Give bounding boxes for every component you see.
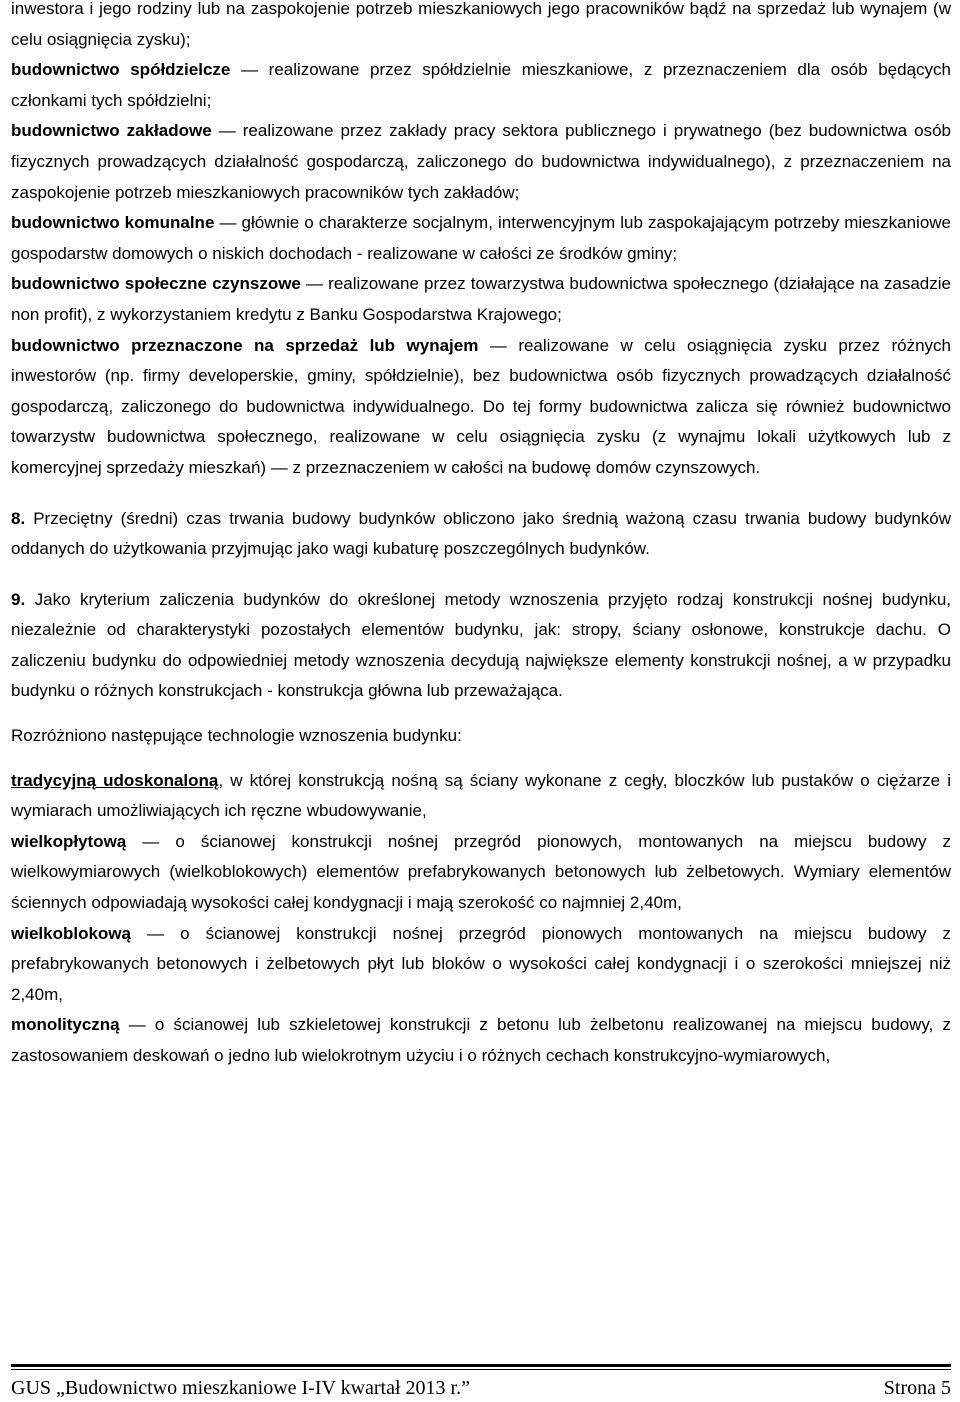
page-footer — [11, 1364, 951, 1402]
definition-for-sale — [11, 331, 951, 484]
document-body — [11, 0, 951, 1072]
term-traditional: tradycyjną udoskonaloną — [11, 770, 219, 790]
term-cooperative: budownictwo spółdzielcze — [11, 60, 231, 80]
definition-text: — realizowane przez spółdzielnie mieszkaniowe, z przeznaczeniem dla osób będących członkami tych spółdzielni; — [11, 60, 951, 110]
paragraph-continuation — [11, 0, 951, 55]
footer-row — [11, 1370, 951, 1402]
technology-large-panel — [11, 827, 951, 919]
definition-text: — realizowane w celu osiągnięcia zysku przez różnych inwestorów (np. firmy developerskie, gminy, spółdzielnie), bez budownictwa osób fizycznych prowadzących działalność gospodarczą, zaliczonego do budownictwa indywidualnego. Do tej formy budownictwa zalicza się również budownictwo towarzystw budownictwa społecznego, realizowane w celu osiągnięcia zysku (z wynajmu lokali użytkowych lub z komercyjnej sprzedaży mieszkań) — z przeznaczeniem w całości na budowę domów czynszowych. — [11, 335, 951, 477]
note-text: Jako kryterium zaliczenia budynków do określonej metody wznoszenia przyjęto rodzaj konstrukcji nośnej budynku, niezależnie od charakterystyki pozostałych elementów budynku, jak: stropy, ściany osłonowe, konstrukcje dachu. O zaliczeniu budynku do odpowiedniej metody wznoszenia decydują największe elementy konstrukcji nośnej, a w przypadku budynku o różnych konstrukcjach - konstrukcja główna lub przeważająca. — [11, 589, 951, 701]
technology-monolithic — [11, 1010, 951, 1071]
note-8 — [11, 504, 951, 565]
term-company: budownictwo zakładowe — [11, 121, 212, 141]
note-number: 9. — [11, 589, 26, 609]
definition-social-rental — [11, 269, 951, 330]
definition-text: — realizowane przez zakłady pracy sektora publicznego i prywatnego (bez budownictwa osób fizycznych prowadzących działalność gospodarczą, zaliczonego do budownictwa indywidualnego), z przeznaczeniem na zaspokojenie potrzeb mieszkaniowych pracowników tych zakładów; — [11, 121, 951, 202]
term-municipal: budownictwo komunalne — [11, 213, 215, 233]
technology-large-block — [11, 919, 951, 1011]
technologies-intro — [11, 721, 951, 752]
technology-traditional — [11, 766, 951, 827]
footer-publication-title: GUS „Budownictwo mieszkaniowe I-IV kwartał 2013 r.” — [11, 1377, 470, 1399]
definition-company — [11, 116, 951, 208]
note-9 — [11, 585, 951, 707]
term-large-panel: wielkopłytową — [11, 831, 127, 851]
term-large-block: wielkoblokową — [11, 923, 131, 943]
footer-page-number: Strona 5 — [883, 1377, 951, 1399]
definition-cooperative — [11, 55, 951, 116]
definition-municipal — [11, 208, 951, 269]
technology-text: , w której konstrukcją nośną są ściany wykonane z cegły, bloczków lub pustaków o ciężarze i wymiarach umożliwiających ich ręczne wbudowywanie, — [11, 770, 951, 821]
term-social-rental: budownictwo społeczne czynszowe — [11, 274, 301, 294]
technology-text: — o ścianowej konstrukcji nośnej przegród pionowych, montowanych na miejscu budowy z wielkowymiarowych (wielkoblokowych) elementów prefabrykowanych betonowych lub żelbetowych. Wymiary elementów ściennych odpowiadają wysokości całej kondygnacji i mają szerokość co najmniej 2,40m, — [11, 831, 951, 913]
technology-text: — o ścianowej konstrukcji nośnej przegród pionowych montowanych na miejscu budowy z prefabrykowanych betonowych i żelbetowych płyt lub bloków o wysokości całej kondygnacji i o szerokości mniejszej niż 2,40m, — [11, 923, 951, 1004]
term-monolithic: monolityczną — [11, 1015, 120, 1035]
definition-text: — głównie o charakterze socjalnym, interwencyjnym lub zaspokajającym potrzeby mieszkaniowe gospodarstw domowych o niskich dochodach - realizowane w całości ze środków gminy; — [11, 213, 952, 263]
technology-text: — o ścianowej lub szkieletowej konstrukcji z betonu lub żelbetonu realizowanej na miejscu budowy, z zastosowaniem deskowań o jedno lub wielokrotnym użyciu i o różnych cechach konstrukcyjno-wymiarowych, — [11, 1015, 951, 1065]
term-for-sale: budownictwo przeznaczone na sprzedaż lub wynajem — [11, 335, 479, 355]
note-text: Przeciętny (średni) czas trwania budowy budynków obliczono jako średnią ważoną czasu trwania budowy budynków oddanych do użytkowania przyjmując jako wagi kubaturę poszczególnych budynków. — [11, 508, 951, 559]
paragraph-text: inwestora i jego rodziny lub na zaspokojenie potrzeb mieszkaniowych jego pracowników bądź na sprzedaż lub wynajem (w celu osiągnięcia zysku); — [11, 0, 951, 49]
note-number: 8. — [11, 508, 26, 528]
intro-text: Rozróżniono następujące technologie wznoszenia budynku: — [11, 726, 462, 746]
definition-text: — realizowane przez towarzystwa budownictwa społecznego (działające na zasadzie non profit), z wykorzystaniem kredytu z Banku Gospodarstwa Krajowego; — [11, 274, 951, 324]
